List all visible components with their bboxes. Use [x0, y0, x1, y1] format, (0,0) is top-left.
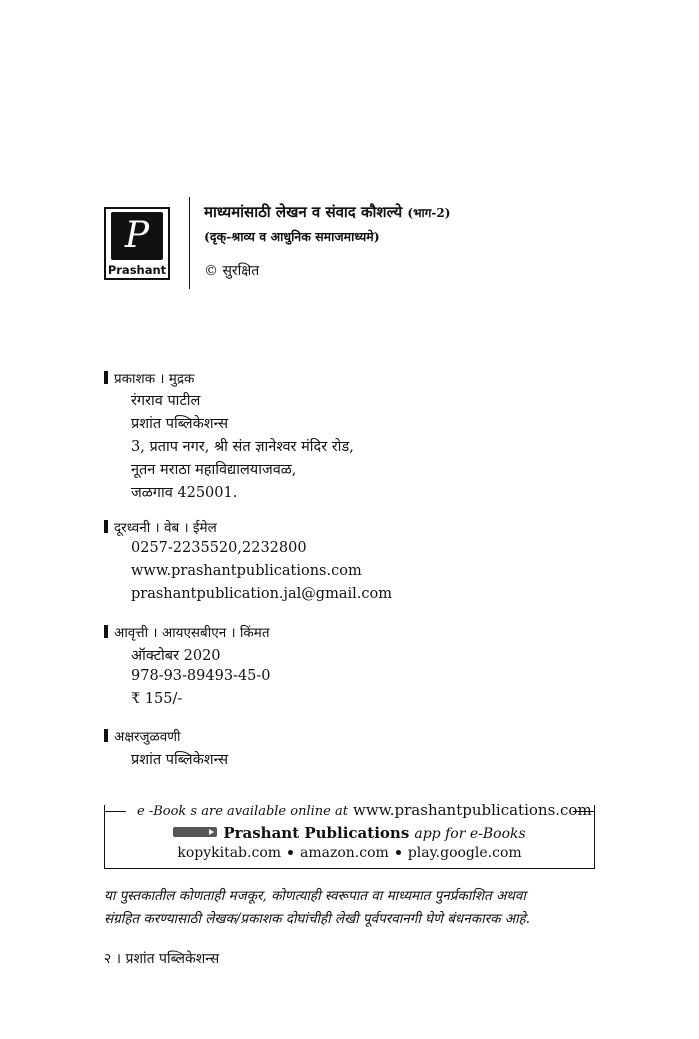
- ebooks-availability: [137, 800, 592, 819]
- publisher-line: जळगाव 425001.: [131, 485, 238, 501]
- heading-bar: [104, 520, 108, 533]
- store-link-kopykitab[interactable]: kopykitab.com: [177, 845, 282, 861]
- box-tick: [594, 805, 595, 812]
- page-footer: २ । प्रशांत पब्लिकेशन्स: [104, 951, 220, 967]
- store-link-playstore[interactable]: play.google.com: [407, 845, 522, 861]
- logo-letter: P: [124, 215, 150, 256]
- title-text: माध्यमांसाठी लेखन व संवाद कौशल्ये: [204, 203, 403, 221]
- box-tick: [104, 805, 105, 812]
- store-link-amazon[interactable]: amazon.com: [300, 845, 389, 861]
- publisher-line: 3, प्रताप नगर, श्री संत ज्ञानेश्वर मंदिर रोड,: [131, 439, 354, 455]
- book-title: [204, 202, 450, 222]
- logo-mark: [111, 212, 163, 260]
- contact-heading: [104, 518, 217, 536]
- copyright: © सुरक्षित: [204, 263, 260, 279]
- book-subtitle: (दृक्-श्राव्य व आधुनिक समाजमाध्यमे): [204, 229, 380, 244]
- ebooks-text: e -Book s are available online at: [137, 804, 348, 819]
- app-name: Prashant Publications: [223, 824, 410, 842]
- copyright-notice-line: संग्रहित करण्यासाठी लेखक/प्रकाशक दोघांचीही लेखी पूर्वपरवानगी घेणे बंधनकारक आहे.: [104, 911, 531, 927]
- publisher-logo: [104, 207, 170, 280]
- bullet-icon: [288, 850, 293, 855]
- app-suffix: app for e-Books: [414, 826, 526, 842]
- title-part: (भाग-2): [407, 206, 451, 220]
- contact-heading-text: दूरध्वनी । वेब । ईमेल: [114, 520, 217, 536]
- price: ₹ 155/-: [131, 691, 183, 707]
- logo-name: Prashant: [107, 263, 167, 277]
- website-link[interactable]: www.prashantpublications.com: [131, 563, 362, 579]
- heading-bar: [104, 625, 108, 638]
- edition-date: ऑक्टोबर 2020: [131, 648, 221, 664]
- publisher-line: प्रशांत पब्लिकेशन्स: [131, 416, 229, 432]
- app-line: [104, 823, 595, 842]
- heading-bar: [104, 729, 108, 742]
- typesetting-heading-text: अक्षरजुळवणी: [114, 729, 181, 745]
- bullet-icon: [396, 850, 401, 855]
- download-badge-icon[interactable]: [173, 827, 217, 837]
- store-links: [104, 845, 595, 861]
- publisher-line: नूतन मराठा महाविद्यालयाजवळ,: [131, 462, 297, 478]
- box-edge: [104, 811, 126, 812]
- typesetting-heading: [104, 727, 181, 745]
- publisher-line: रंगराव पाटील: [131, 393, 201, 409]
- edition-heading: [104, 623, 270, 641]
- ebooks-site-link[interactable]: www.prashantpublications.com: [353, 801, 592, 819]
- isbn: 978-93-89493-45-0: [131, 668, 271, 684]
- divider: [189, 197, 190, 289]
- typesetter: प्रशांत पब्लिकेशन्स: [131, 752, 229, 768]
- publisher-heading-text: प्रकाशक । मुद्रक: [114, 371, 195, 387]
- publisher-heading: [104, 369, 194, 387]
- heading-bar: [104, 371, 108, 384]
- phone-number: 0257-2235520,2232800: [131, 540, 307, 556]
- email-link[interactable]: prashantpublication.jal@gmail.com: [131, 586, 392, 602]
- copyright-notice-line: या पुस्तकातील कोणताही मजकूर, कोणत्याही स्वरूपात वा माध्यमात पुनर्प्रकाशित अथवा: [104, 888, 526, 904]
- edition-heading-text: आवृत्ती । आयएसबीएन । किंमत: [114, 625, 270, 641]
